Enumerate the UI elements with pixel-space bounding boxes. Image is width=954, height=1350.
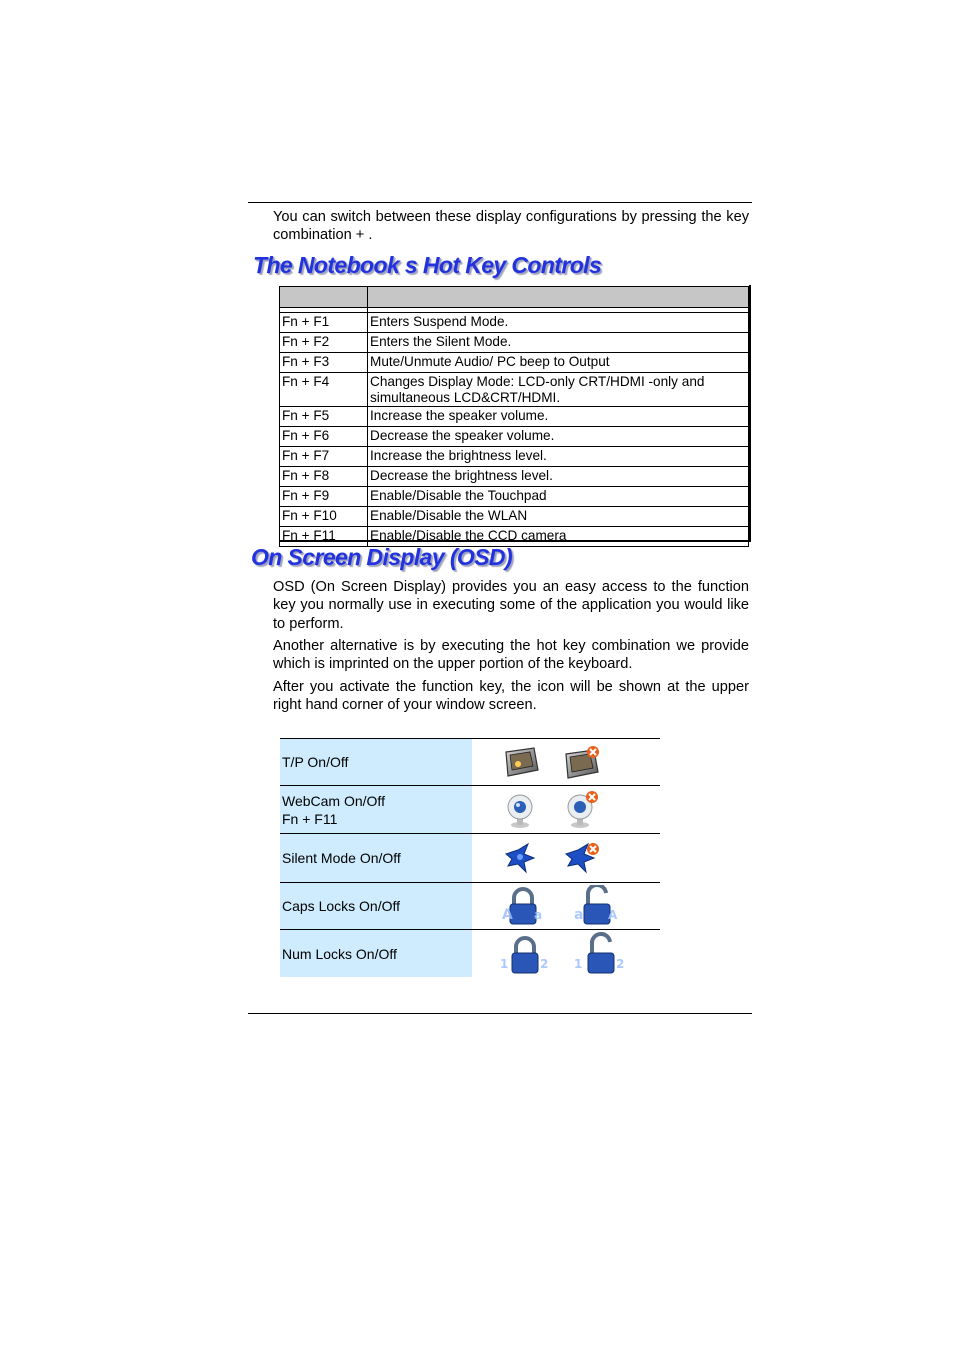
svg-text:2: 2 <box>540 956 549 971</box>
bottom-rule <box>248 1013 752 1014</box>
webcam-on-icon <box>500 790 540 830</box>
webcam-off-icon <box>562 790 602 830</box>
hotkey-heading: The Notebook s Hot Key Controls <box>253 252 602 278</box>
hotkey-header-function <box>368 287 749 308</box>
hotkey-desc: Mute/Unmute Audio/ PC beep to Output <box>368 353 749 373</box>
hotkey-desc: Increase the brightness level. <box>368 447 749 467</box>
hotkey-desc: Enters the Silent Mode. <box>368 333 749 353</box>
table-row <box>280 373 749 407</box>
table-row <box>280 507 749 527</box>
table-row <box>280 487 749 507</box>
osd-icons <box>472 834 660 883</box>
hotkey-desc: Enable/Disable the Touchpad <box>368 487 749 507</box>
hotkey-desc: Enable/Disable the WLAN <box>368 507 749 527</box>
osd-row-numlock <box>280 930 660 978</box>
caps-lock-on-icon <box>500 885 550 927</box>
hotkey-desc: Enters Suspend Mode. <box>368 313 749 333</box>
osd-label-text: Silent Mode On/Off <box>282 850 401 866</box>
svg-text:a: a <box>574 907 584 923</box>
osd-label-text: Caps Locks On/Off <box>282 898 401 914</box>
hotkey-key: Fn + F11 <box>280 527 368 547</box>
hotkey-desc: Increase the speaker volume. <box>368 407 749 427</box>
osd-paragraph-2: Another alternative is by executing the hot key combination we provide which is imprinted on the upper portion of the keyboard. <box>273 638 749 673</box>
intro-paragraph: You can switch between these display configurations by pressing the key combination + . <box>273 209 749 244</box>
hotkey-key: Fn + F3 <box>280 353 368 373</box>
osd-label <box>280 739 472 786</box>
num-lock-off-icon <box>574 932 626 976</box>
touchpad-off-icon <box>562 744 602 780</box>
hotkey-key: Fn + F9 <box>280 487 368 507</box>
hotkey-desc: Decrease the brightness level. <box>368 467 749 487</box>
table-row <box>280 447 749 467</box>
table-row <box>280 333 749 353</box>
svg-text:2: 2 <box>616 956 625 971</box>
table-row <box>280 313 749 333</box>
osd-row-webcam <box>280 786 660 834</box>
osd-row-silent <box>280 834 660 883</box>
osd-icons <box>472 786 660 834</box>
osd-paragraph-1: OSD (On Screen Display) provides you an easy access to the function key you normally use in executing some of the application you would like to perform. <box>273 579 749 632</box>
hotkey-key: Fn + F6 <box>280 427 368 447</box>
svg-text:A: A <box>608 908 618 922</box>
table-row <box>280 427 749 447</box>
osd-paragraph-3: After you activate the function key, the icon will be shown at the upper right hand corner of your window screen. <box>273 679 749 714</box>
osd-label <box>280 883 472 930</box>
osd-label-hotkey: Fn + F11 <box>282 810 338 827</box>
caps-lock-off-icon <box>572 885 622 927</box>
hotkey-key: Fn + F10 <box>280 507 368 527</box>
osd-icons <box>472 930 660 978</box>
touchpad-on-icon <box>500 744 540 780</box>
hotkey-desc: Enable/Disable the CCD camera <box>368 527 749 547</box>
silent-mode-off-icon <box>562 840 602 876</box>
osd-label <box>280 786 472 834</box>
hotkey-desc: Changes Display Mode: LCD-only CRT/HDMI -only and simultaneous LCD&CRT/HDMI. <box>368 373 749 407</box>
svg-text:1: 1 <box>574 956 583 971</box>
svg-text:1: 1 <box>500 956 509 971</box>
osd-label-text: T/P On/Off <box>282 754 349 770</box>
hotkey-key: Fn + F5 <box>280 407 368 427</box>
svg-text:A: A <box>502 907 513 923</box>
osd-heading: On Screen Display (OSD) <box>251 544 512 570</box>
num-lock-on-icon <box>500 932 552 976</box>
table-row <box>280 407 749 427</box>
hotkey-key: Fn + F8 <box>280 467 368 487</box>
osd-label-text: WebCam On/Off <box>282 792 385 809</box>
hotkey-key: Fn + F7 <box>280 447 368 467</box>
svg-text:a: a <box>534 908 543 922</box>
osd-row-capslock <box>280 883 660 930</box>
top-rule <box>248 202 752 203</box>
osd-icons <box>472 883 660 930</box>
hotkey-table <box>279 286 749 547</box>
hotkey-key: Fn + F4 <box>280 373 368 407</box>
hotkey-key: Fn + F2 <box>280 333 368 353</box>
hotkey-desc: Decrease the speaker volume. <box>368 427 749 447</box>
osd-row-touchpad <box>280 739 660 786</box>
osd-icons <box>472 739 660 786</box>
table-row <box>280 353 749 373</box>
silent-mode-on-icon <box>500 840 540 876</box>
osd-label <box>280 930 472 978</box>
hotkey-header-key <box>280 287 368 308</box>
osd-label-text: Num Locks On/Off <box>282 945 397 962</box>
osd-icon-table <box>280 738 660 977</box>
table-row <box>280 467 749 487</box>
hotkey-key: Fn + F1 <box>280 313 368 333</box>
osd-label <box>280 834 472 883</box>
